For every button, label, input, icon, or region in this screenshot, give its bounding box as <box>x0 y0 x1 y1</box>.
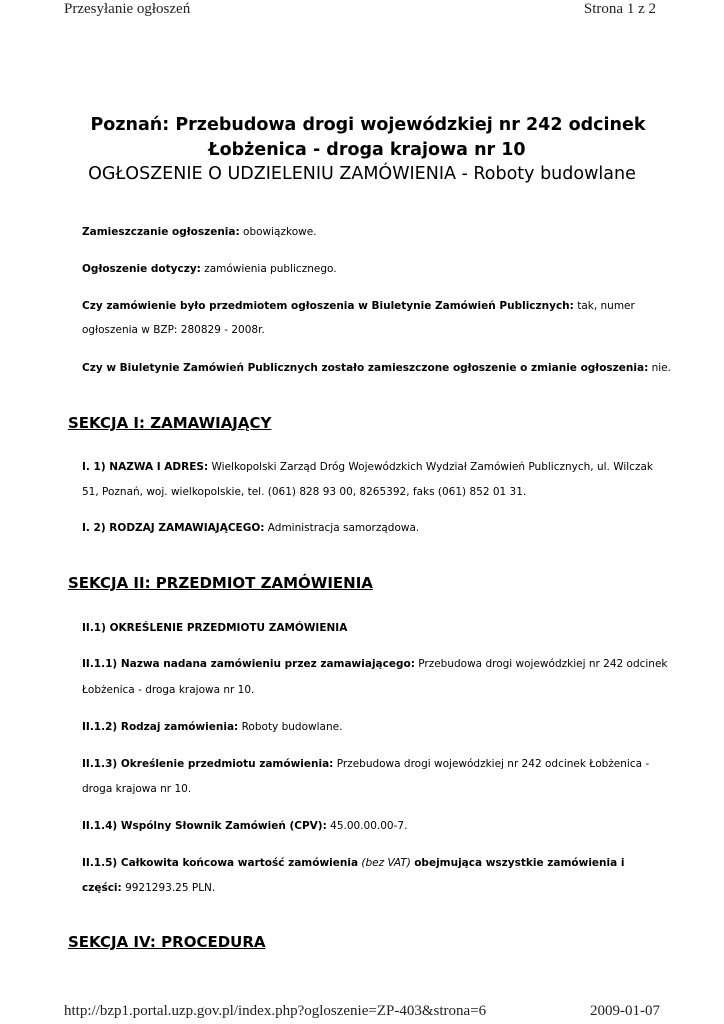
total-value-label: II.1.5) Całkowita końcowa wartość zamówienia <box>82 857 359 869</box>
placement-field <box>82 226 317 238</box>
total-value-line-2 <box>82 882 215 894</box>
contract-name-value: Przebudowa drogi wojewódzkiej nr 242 odcinek <box>414 658 668 670</box>
total-value-amount: 9921293.25 PLN. <box>121 882 216 894</box>
cpv-field <box>82 820 407 832</box>
name-address-value: Wielkopolski Zarząd Dróg Wojewódzkich Wydział Zamówień Publicznych, ul. Wilczak <box>208 461 653 473</box>
change-value: nie. <box>648 362 671 374</box>
total-value-field <box>82 857 624 869</box>
section-1-heading: SEKCJA I: ZAMAWIAJĄCY <box>68 414 272 432</box>
change-label: Czy w Biuletynie Zamówień Publicznych zostało zamieszczone ogłoszenie o zmianie ogłoszenia: <box>82 362 649 374</box>
section-2-heading: SEKCJA II: PRZEDMIOT ZAMÓWIENIA <box>68 574 373 592</box>
authority-type-label: I. 2) RODZAJ ZAMAWIAJĄCEGO: <box>82 522 265 534</box>
cpv-label: II.1.4) Wspólny Słownik Zamówień (CPV): <box>82 820 327 832</box>
parts-label: części: <box>82 882 122 894</box>
name-address-label: I. 1) NAZWA I ADRES: <box>82 461 209 473</box>
authority-type-value: Administracja samorządowa. <box>264 522 420 534</box>
contract-subject-field <box>82 758 649 770</box>
section-4-heading: SEKCJA IV: PROCEDURA <box>68 933 266 951</box>
contract-type-field <box>82 721 342 733</box>
notice-title-line-1: Poznań: Przebudowa drogi wojewódzkiej nr 242 odcinek <box>90 115 646 135</box>
contract-subject-label: II.1.3) Określenie przedmiotu zamówienia: <box>82 758 334 770</box>
contract-subject-continued: droga krajowa nr 10. <box>82 783 192 795</box>
contract-subject-value: Przebudowa drogi wojewódzkiej nr 242 odcinek Łobżenica - <box>333 758 650 770</box>
page-header-title: Przesyłanie ogłoszeń <box>64 1 191 17</box>
change-field <box>82 362 671 374</box>
bzp-value-continued: ogłoszenia w BZP: 280829 - 2008r. <box>82 324 265 336</box>
bzp-label: Czy zamówienie było przedmiotem ogłoszenia w Biuletynie Zamówień Publicznych: <box>82 300 574 312</box>
total-value-label-cont: obejmująca wszystkie zamówienia i <box>414 857 625 869</box>
notice-title-line-2: Łobżenica - droga krajowa nr 10 <box>208 140 526 160</box>
concerns-label: Ogłoszenie dotyczy: <box>82 263 201 275</box>
authority-type-field <box>82 522 419 534</box>
bzp-field <box>82 300 635 312</box>
concerns-field <box>82 263 337 275</box>
concerns-value: zamówienia publicznego. <box>200 263 337 275</box>
notice-type-subtitle: OGŁOSZENIE O UDZIELENIU ZAMÓWIENIA - Roboty budowlane <box>88 164 636 184</box>
bzp-value: tak, numer <box>573 300 635 312</box>
contract-name-label: II.1.1) Nazwa nadana zamówieniu przez zamawiającego: <box>82 658 415 670</box>
subject-subheading-text: II.1) OKREŚLENIE PRZEDMIOTU ZAMÓWIENIA <box>82 622 348 634</box>
subject-subheading <box>82 622 347 634</box>
contracting-authority-name-field <box>82 461 653 473</box>
cpv-value: 45.00.00.00-7. <box>326 820 408 832</box>
footer-url-link[interactable]: http://bzp1.portal.uzp.gov.pl/index.php?ogloszenie=ZP-403&strona=6 <box>64 1003 487 1019</box>
contract-name-field <box>82 658 668 670</box>
placement-label: Zamieszczanie ogłoszenia: <box>82 226 240 238</box>
page-number: Strona 1 z 2 <box>583 1 656 17</box>
footer-date: 2009-01-07 <box>590 1003 660 1019</box>
contract-name-continued: Łobżenica - droga krajowa nr 10. <box>82 684 255 696</box>
contract-type-value: Roboty budowlane. <box>238 721 343 733</box>
contract-type-label: II.1.2) Rodzaj zamówienia: <box>82 721 239 733</box>
total-value-vat-note: (bez VAT) <box>361 857 411 869</box>
placement-value: obowiązkowe. <box>239 226 317 238</box>
name-address-continued: 51, Poznań, woj. wielkopolskie, tel. (061) 828 93 00, 8265392, faks (061) 852 01 31. <box>82 486 527 498</box>
